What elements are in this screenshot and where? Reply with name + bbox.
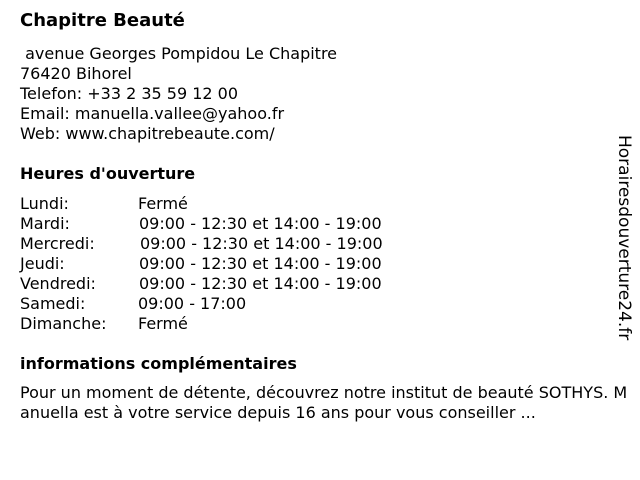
time-value: 09:00 - 12:30 et 14:00 - 19:00: [140, 234, 383, 253]
opening-hours-heading: Heures d'ouverture: [20, 164, 196, 183]
day-label: Mardi:: [20, 214, 70, 233]
time-value: 09:00 - 12:30 et 14:00 - 19:00: [139, 254, 382, 273]
time-value: 09:00 - 12:30 et 14:00 - 19:00: [139, 214, 382, 233]
phone-number: Telefon: +33 2 35 59 12 00: [20, 84, 239, 103]
day-label: Vendredi:: [20, 274, 96, 293]
day-label: Mercredi:: [20, 234, 95, 253]
site-watermark: Horairesdouverture24.fr: [614, 135, 634, 341]
business-description: Pour un moment de détente, découvrez notre institut de beauté SOTHYS. Manuella est à votre service depuis 16 ans pour vous conseiller ...: [20, 383, 628, 422]
address-city: 76420 Bihorel: [20, 64, 132, 83]
day-label: Samedi:: [20, 294, 86, 313]
time-value: 09:00 - 17:00: [138, 294, 247, 313]
contact-block: [20, 44, 337, 144]
address-street: avenue Georges Pompidou Le Chapitre: [20, 44, 338, 63]
email-address: Email: manuella.vallee@yahoo.fr: [20, 104, 285, 123]
time-value: Fermé: [138, 194, 188, 213]
day-label: Lundi:: [20, 194, 69, 213]
time-value: Fermé: [138, 314, 188, 333]
time-value: 09:00 - 12:30 et 14:00 - 19:00: [139, 274, 382, 293]
day-label: Jeudi:: [20, 254, 65, 273]
business-name: Chapitre Beauté: [20, 10, 185, 31]
website-address: Web: www.chapitrebeaute.com/: [20, 124, 275, 143]
additional-info-heading: informations complémentaires: [20, 354, 297, 373]
day-label: Dimanche:: [20, 314, 107, 333]
